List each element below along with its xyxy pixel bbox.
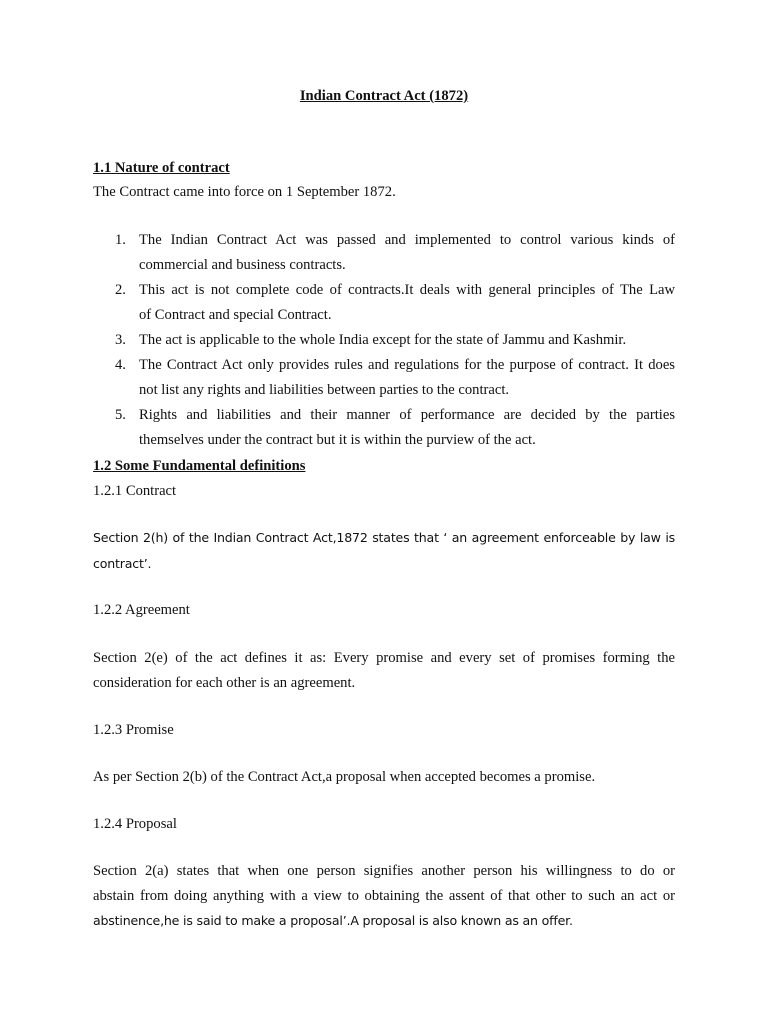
agreement-definition-line: Section 2(e) of the act defines it as: Every promise and every set of promises forming the xyxy=(93,650,675,666)
list-item-line: Rights and liabilities and their manner of performance are decided by the parties xyxy=(139,407,675,423)
contract-definition-line: contract’. xyxy=(93,556,152,571)
subsection-heading-promise: 1.2.3 Promise xyxy=(93,722,174,738)
list-item-line: The Contract Act only provides rules and regulations for the purpose of contract. It does xyxy=(139,357,675,373)
list-item-number: 4. xyxy=(115,357,126,373)
subsection-heading-proposal: 1.2.4 Proposal xyxy=(93,816,177,832)
list-item-number: 5. xyxy=(115,407,126,423)
contract-definition-line: Section 2(h) of the Indian Contract Act,1872 states that ‘ an agreement enforceable by law is xyxy=(93,530,675,545)
proposal-definition-quote: abstinence,he is said to make a proposal’. xyxy=(93,913,351,928)
list-item-line: This act is not complete code of contracts.It deals with general principles of The Law xyxy=(139,282,675,298)
proposal-definition-line: abstain from doing anything with a view to obtaining the assent of that other to such an act or xyxy=(93,888,675,904)
promise-definition-line: As per Section 2(b) of the Contract Act,a proposal when accepted becomes a promise. xyxy=(93,769,596,785)
list-item-number: 1. xyxy=(115,232,126,248)
subsection-heading-contract: 1.2.1 Contract xyxy=(93,483,177,499)
section-heading-fundamental-definitions: 1.2 Some Fundamental definitions xyxy=(93,458,306,474)
proposal-definition-line xyxy=(93,913,573,930)
proposal-offer-note: A proposal is also known as an offer. xyxy=(350,913,573,928)
list-item-number: 3. xyxy=(115,332,126,348)
section-intro-text: The Contract came into force on 1 September 1872. xyxy=(93,184,396,200)
list-item-line: commercial and business contracts. xyxy=(139,257,346,273)
list-item-line: The Indian Contract Act was passed and implemented to control various kinds of xyxy=(139,232,675,248)
list-item-line: not list any rights and liabilities between parties to the contract. xyxy=(139,382,510,398)
list-item-number: 2. xyxy=(115,282,126,298)
agreement-definition-line: consideration for each other is an agreement. xyxy=(93,675,356,691)
list-item-line: themselves under the contract but it is within the purview of the act. xyxy=(139,432,536,448)
subsection-heading-agreement: 1.2.2 Agreement xyxy=(93,602,190,618)
proposal-definition-line: Section 2(a) states that when one person signifies another person his willingness to do or xyxy=(93,863,675,879)
list-item-line: The act is applicable to the whole India except for the state of Jammu and Kashmir. xyxy=(139,332,627,348)
list-item-line: of Contract and special Contract. xyxy=(139,307,332,323)
section-heading-nature-of-contract: 1.1 Nature of contract xyxy=(93,160,230,176)
document-title: Indian Contract Act (1872) xyxy=(299,88,469,104)
